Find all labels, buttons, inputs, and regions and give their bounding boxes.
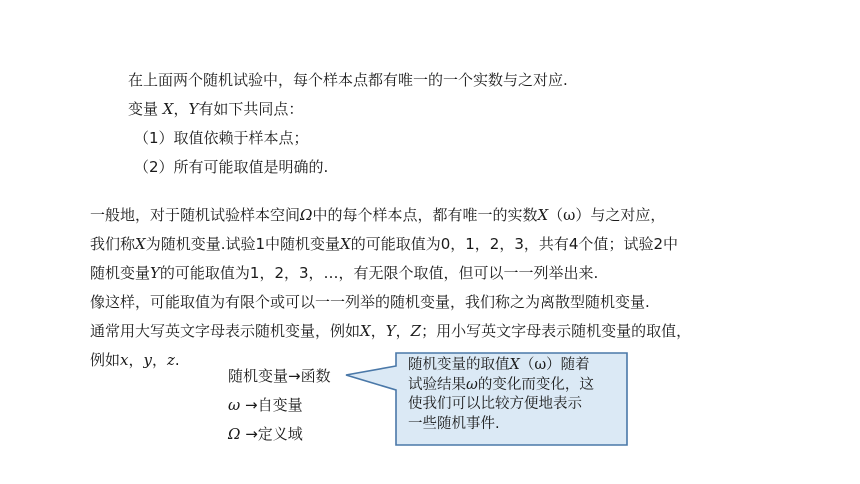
callout-box [396,352,628,446]
omega-arg: （ω） [519,357,561,373]
intro-text-2-pre: 变量 [128,100,163,118]
body-text: 为随机变量.试验1中随机变量 [145,235,341,253]
var-x: x [120,351,129,369]
var-Z: Z [410,322,422,340]
intro-point-2 [134,157,328,177]
var-X: X [537,206,549,224]
var-z: z [167,351,175,369]
omega-symbol: ω [228,396,241,414]
intro-line-2 [128,99,303,119]
body-text: 一般地，对于随机试验样本空间 [90,206,301,224]
separator: ， [128,351,144,369]
body-line-1 [90,205,665,225]
intro-text-2-post: 有如下共同点： [198,100,304,118]
body-text: 随机变量 [90,264,151,282]
callout-line-4: 一些随机事件. [408,415,500,432]
separator: ， [395,322,411,340]
callout-line-2 [408,376,622,396]
callout-text [408,356,622,434]
callout-text: 随着 [560,357,590,373]
mapping-text: 随机变量→函数 [228,367,331,385]
body-line-4 [90,292,650,312]
omega-symbol: ω [466,376,478,393]
intro-sep: ， [173,100,189,118]
body-line-6 [90,350,180,370]
mapping-row-argument [228,395,303,415]
omega-arg: （ω） [548,206,591,224]
body-line-3 [90,263,598,283]
callout-text: 试验结果 [408,376,466,393]
body-text: . [174,351,180,369]
body-text: 例如 [90,351,121,369]
omega-symbol: Ω [300,206,313,224]
intro-point-1 [134,128,309,148]
var-Y: Y [385,322,396,340]
body-text: 与之对应， [590,206,666,224]
mapping-text: →自变量 [240,396,303,414]
var-Y: Y [188,100,199,118]
var-X: X [509,357,520,373]
point-2-text: （2）所有可能取值是明确的. [134,158,329,176]
mapping-row-function [228,366,331,386]
body-text: 通常用大写英文字母表示随机变量，例如 [90,322,361,340]
body-text: 的可能取值为0，1，2，3，共有4个值；试验2中 [350,235,678,253]
var-X: X [360,322,371,340]
body-text: 中的每个样本点，都有唯一的实数 [312,206,538,224]
callout-line-3: 使我们可以比较方便地表示 [408,396,582,412]
intro-text-1: 在上面两个随机试验中，每个样本点都有唯一的一个实数与之对应. [128,71,568,89]
point-1-text: （1）取值依赖于样本点； [134,129,309,147]
body-text: 的可能取值为1，2，3，…，有无限个取值，但可以一一列举出来. [159,264,599,282]
body-line-2 [90,234,678,254]
body-text: 像这样，可能取值为有限个或可以一一列举的随机变量，我们称之为离散型随机变量. [90,293,650,311]
mapping-text: →定义域 [240,425,303,443]
intro-line-1 [128,70,568,90]
separator: ， [370,322,386,340]
callout-line-1 [408,356,622,376]
var-X: X [162,100,174,118]
body-text: ；用小写英文字母表示随机变量的取值， [421,322,692,340]
var-X: X [135,235,146,253]
mapping-row-domain [228,424,303,444]
var-X: X [340,235,351,253]
callout-text: 随机变量的取值 [408,357,510,373]
separator: ， [151,351,167,369]
body-text: 我们称 [90,235,136,253]
body-line-5 [90,321,691,341]
var-Y: Y [150,264,160,282]
omega-symbol: Ω [228,425,241,443]
callout-text: 的变化而变化，这 [477,376,594,393]
var-y: y [143,351,152,369]
